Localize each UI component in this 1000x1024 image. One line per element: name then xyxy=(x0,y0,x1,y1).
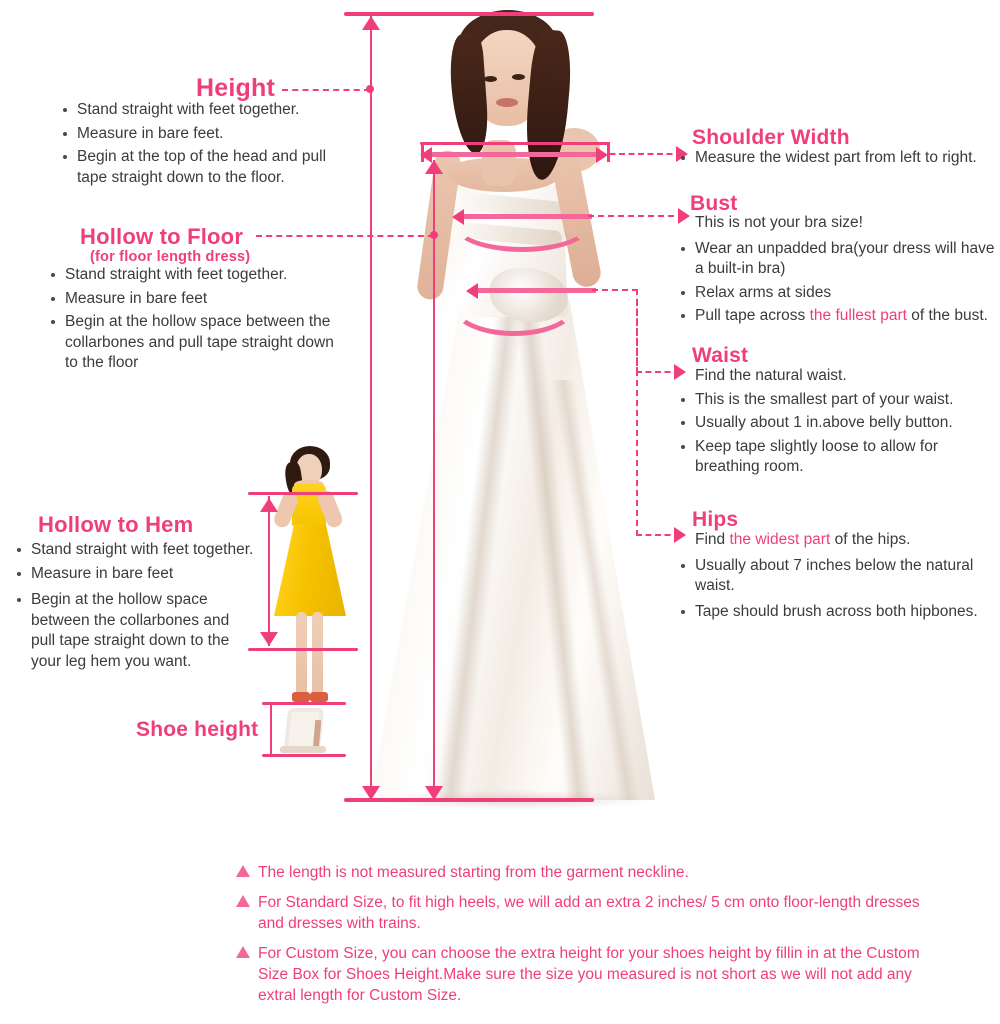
hollow-to-floor-subheading: (for floor length dress) xyxy=(90,249,251,265)
waist-instructions xyxy=(678,366,998,481)
height-instructions xyxy=(60,100,360,191)
list-item: Stand straight with feet together. xyxy=(48,265,348,286)
list-item: Tape should brush across both hipbones. xyxy=(678,602,998,623)
hips-instructions xyxy=(678,530,998,625)
shoe-height-bottom-cap xyxy=(262,754,346,757)
shoulder-width-heading: Shoulder Width xyxy=(692,126,850,149)
hollow-to-hem-arrow-up xyxy=(260,498,278,512)
small-model-right-shoe xyxy=(310,692,328,702)
shoulder-leader-line xyxy=(600,153,682,155)
list-item: Measure in bare feet. xyxy=(60,124,360,145)
list-item: Wear an unpadded bra(your dress will have a built-in bra) xyxy=(678,239,998,280)
list-item: Measure in bare feet xyxy=(48,289,348,310)
height-arrow-up xyxy=(362,16,380,30)
small-model-skirt xyxy=(274,524,346,616)
hollow-to-floor-instructions xyxy=(48,265,348,377)
model-eye xyxy=(484,76,497,82)
waist-heading: Waist xyxy=(692,344,749,367)
high-heel-shoe-illustration xyxy=(276,706,336,758)
waist-tape-front xyxy=(476,288,596,293)
bust-tape-front xyxy=(462,214,592,219)
list-item: Begin at the hollow space between the collarbones and pull tape straight down to the your leg hem you want. xyxy=(14,590,254,672)
footer-note: For Custom Size, you can choose the extra height for your shoes height by fillin in at the Custom Size Box for Shoes Height.Make sure the size you measured is not short as we will not add any extral length for Custom Size. xyxy=(232,943,932,1006)
hollow-to-hem-bottom-cap xyxy=(248,648,358,651)
list-item: Begin at the hollow space between the collarbones and pull tape straight down to the floor xyxy=(48,312,348,374)
shoe-height-measure-line xyxy=(270,704,272,754)
hollow-to-floor-leader-dot xyxy=(430,231,438,239)
model-photo-white-dress xyxy=(370,0,655,810)
bust-heading: Bust xyxy=(690,192,738,215)
list-item: Pull tape across the fullest part of the bust. xyxy=(678,306,998,327)
height-measure-line xyxy=(370,14,372,800)
bust-instructions xyxy=(678,213,998,330)
height-top-cap xyxy=(344,12,594,16)
hollow-to-hem-heading: Hollow to Hem xyxy=(38,512,194,537)
shoulder-arrow-right xyxy=(596,147,608,163)
hollow-to-hem-measure-line xyxy=(268,496,270,646)
hollow-to-hem-instructions xyxy=(14,540,254,676)
list-item: Relax arms at sides xyxy=(678,283,998,304)
list-item: Find the natural waist. xyxy=(695,367,847,384)
shoulder-top-guide xyxy=(420,142,610,145)
list-item: Begin at the top of the head and pull tape straight down to the floor. xyxy=(60,147,360,188)
small-model-left-shoe xyxy=(292,692,310,702)
height-leader-line xyxy=(282,89,370,91)
list-item: Stand straight with feet together. xyxy=(60,100,360,121)
height-bottom-cap xyxy=(344,798,594,802)
hollow-to-hem-top-cap xyxy=(248,492,358,495)
hollow-to-hem-arrow-down xyxy=(260,632,278,646)
waist-tape xyxy=(450,272,578,336)
list-item: Measure the widest part from left to right. xyxy=(678,148,998,169)
height-heading: Height xyxy=(196,74,275,102)
small-model-right-leg xyxy=(312,612,323,696)
shoe-sole xyxy=(280,746,326,753)
shoe-height-heading: Shoe height xyxy=(136,718,259,741)
shoulder-width-tape xyxy=(432,152,600,157)
list-item: Stand straight with feet together. xyxy=(14,540,254,561)
waist-arrow-left xyxy=(466,283,478,299)
list-item: Measure in bare feet xyxy=(14,564,254,585)
hips-leader-line-v xyxy=(636,300,638,536)
footer-note: The length is not measured starting from the garment neckline. xyxy=(232,862,932,883)
list-item: This is not your bra size! xyxy=(695,214,863,231)
warning-triangle-icon xyxy=(236,946,250,958)
list-item: Keep tape slightly loose to allow for breathing room. xyxy=(678,437,998,478)
bust-leader-line xyxy=(588,215,684,217)
hollow-to-floor-heading: Hollow to Floor xyxy=(80,224,244,249)
model-eye xyxy=(512,74,525,80)
model-neck xyxy=(482,140,516,186)
bust-tape xyxy=(452,196,592,252)
small-model-left-leg xyxy=(296,612,307,696)
shoulder-arrow-left xyxy=(420,147,432,163)
list-item: Find the widest part of the hips. xyxy=(695,531,911,548)
hollow-to-floor-measure-line xyxy=(433,160,435,800)
footer-note: For Standard Size, to fit high heels, we will add an extra 2 inches/ 5 cm onto floor-length dresses and dresses with trains. xyxy=(232,892,932,934)
shoe-height-top-cap xyxy=(262,702,346,705)
height-leader-dot xyxy=(366,85,374,93)
warning-triangle-icon xyxy=(236,895,250,907)
waist-leader-line-h xyxy=(592,289,638,291)
hips-heading: Hips xyxy=(692,508,739,531)
list-item: Usually about 7 inches below the natural waist. xyxy=(678,556,998,597)
warning-triangle-icon xyxy=(236,865,250,877)
list-item: Usually about 1 in.above belly button. xyxy=(678,413,998,434)
footer-notes xyxy=(232,862,932,1015)
model-lips xyxy=(496,98,518,107)
list-item: This is the smallest part of your waist. xyxy=(678,390,998,411)
hollow-to-floor-leader-line xyxy=(256,235,434,237)
shoulder-width-instructions xyxy=(678,148,998,172)
bust-arrow-left xyxy=(452,209,464,225)
hollow-to-floor-arrow-down xyxy=(425,786,443,800)
